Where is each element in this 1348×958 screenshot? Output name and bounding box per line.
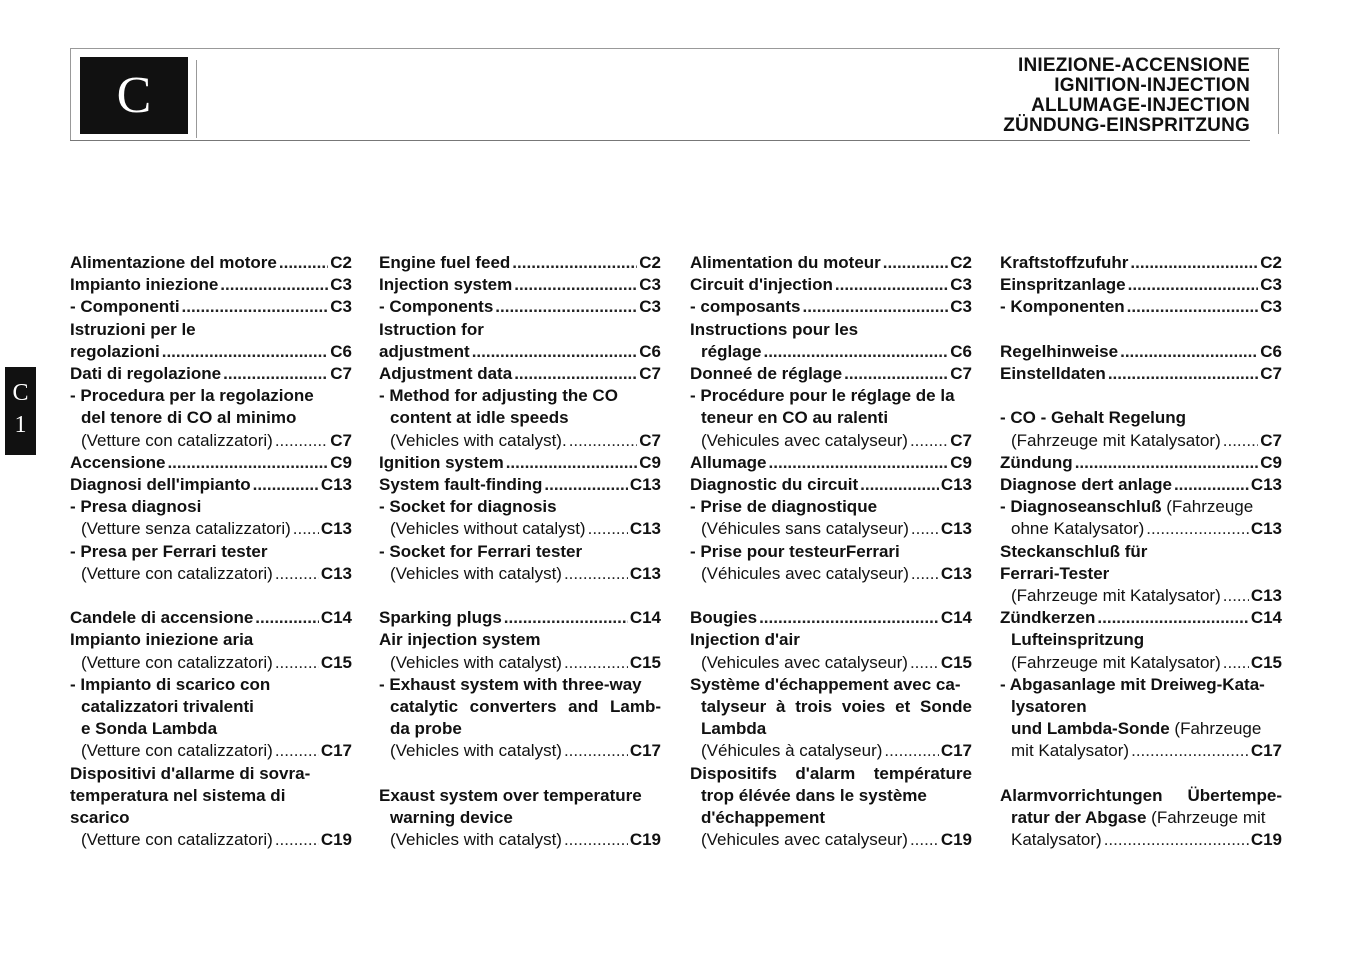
toc-entry[interactable]: (Vehicles with catalyst) ..... C19 bbox=[379, 829, 661, 851]
toc-entry[interactable]: ohne Katalysator) ..... C13 bbox=[1000, 518, 1282, 540]
box-right-rule bbox=[196, 60, 197, 138]
toc-text: - Abgasanlage mit Dreiweg-Kata- bbox=[1000, 674, 1265, 694]
header-titles bbox=[1003, 56, 1250, 136]
toc-text: - Socket for Ferrari tester bbox=[379, 541, 583, 561]
toc-entry[interactable]: (Vehicules avec catalyseur) ..... C15 bbox=[690, 652, 972, 674]
toc-text: Lambda bbox=[701, 719, 767, 739]
title-de: ZÜNDUNG-EINSPRITZUNG bbox=[1003, 115, 1250, 136]
title-en: IGNITION-INJECTION bbox=[1054, 75, 1250, 96]
toc-text: - Diagnoseanschluß (Fahrzeuge bbox=[1000, 497, 1254, 517]
toc-entry[interactable]: Engine fuel feed ..... C2 bbox=[379, 252, 661, 274]
toc-entry[interactable]: (Vetture con catalizzatori) ..... C17 bbox=[70, 740, 352, 762]
toc-entry[interactable]: - Komponenten ..... C3 bbox=[1000, 296, 1282, 318]
side-tab-letter: C bbox=[12, 380, 29, 406]
toc-text: - Exhaust system with three-way bbox=[379, 674, 642, 694]
toc-text: und Lambda-Sonde (Fahrzeuge bbox=[1011, 719, 1262, 739]
toc-text: content at idle speeds bbox=[390, 408, 569, 428]
toc-text: Exaust system over temperature bbox=[379, 785, 642, 805]
toc-text: Impianto iniezione aria bbox=[70, 630, 254, 650]
toc-text: Système d'échappement avec ca- bbox=[690, 674, 961, 694]
toc-entry[interactable]: (Vetture con catalizzatori) ..... C13 bbox=[70, 563, 352, 585]
toc-column-french bbox=[690, 252, 972, 851]
toc-text: lysatoren bbox=[1011, 697, 1087, 717]
toc-text: - CO - Gehalt Regelung bbox=[1000, 408, 1187, 428]
toc-entry[interactable]: Regelhinweise ..... C6 bbox=[1000, 341, 1282, 363]
toc-entry[interactable]: Circuit d'injection ..... C3 bbox=[690, 274, 972, 296]
toc-text: talyseur à trois voies et Sonde bbox=[701, 697, 972, 717]
toc-entry[interactable]: System fault-finding ..... C13 bbox=[379, 474, 661, 496]
toc-text: - Impianto di scarico con bbox=[70, 674, 271, 694]
toc-text: - Presa diagnosi bbox=[70, 497, 202, 517]
toc-entry[interactable]: réglage ..... C6 bbox=[690, 341, 972, 363]
toc-text: Dispositifs d'alarm température bbox=[690, 763, 972, 783]
toc-text: del tenore di CO al minimo bbox=[81, 408, 297, 428]
toc-entry[interactable]: (Vetture senza catalizzatori) ..... C13 bbox=[70, 518, 352, 540]
toc-text: Dispositivi d'allarme di sovra- bbox=[70, 763, 311, 783]
toc-text: ratur der Abgase (Fahrzeuge mit bbox=[1011, 808, 1266, 828]
toc-entry[interactable]: (Vehicles with catalyst) ..... C15 bbox=[379, 652, 661, 674]
toc-text: catalytic converters and Lamb- bbox=[390, 697, 661, 717]
toc-column-german bbox=[1000, 252, 1282, 851]
toc-text: Steckanschluß für bbox=[1000, 541, 1148, 561]
toc-text: - Prise de diagnostique bbox=[690, 497, 878, 517]
toc-entry[interactable]: (Fahrzeuge mit Katalysator) ..... C7 bbox=[1000, 430, 1282, 452]
toc-entry[interactable]: Donneé de réglage ..... C7 bbox=[690, 363, 972, 385]
toc-entry[interactable]: Dati di regolazione ..... C7 bbox=[70, 363, 352, 385]
toc-entry[interactable]: Sparking plugs ..... C14 bbox=[379, 607, 661, 629]
toc-column-italian bbox=[70, 252, 352, 851]
title-fr: ALLUMAGE-INJECTION bbox=[1031, 95, 1250, 116]
header-bottom-rule bbox=[70, 140, 1250, 141]
toc-text: scarico bbox=[70, 808, 130, 828]
toc-entry[interactable]: (Vehicles with catalyst). ..... C7 bbox=[379, 430, 661, 452]
section-letter: C bbox=[116, 67, 152, 124]
toc-entry[interactable]: Alimentation du moteur ..... C2 bbox=[690, 252, 972, 274]
toc-text: trop élévée dans le système bbox=[701, 785, 927, 805]
toc-entry[interactable]: Impianto iniezione ..... C3 bbox=[70, 274, 352, 296]
toc-entry[interactable]: (Vehicules avec catalyseur) ..... C7 bbox=[690, 430, 972, 452]
toc-entry[interactable]: adjustment ..... C6 bbox=[379, 341, 661, 363]
toc-entry[interactable]: Katalysator) ..... C19 bbox=[1000, 829, 1282, 851]
toc-text: Istruction for bbox=[379, 319, 484, 339]
toc-entry[interactable]: (Véhicules à catalyseur) ..... C17 bbox=[690, 740, 972, 762]
toc-entry[interactable]: Einspritzanlage ..... C3 bbox=[1000, 274, 1282, 296]
toc-text: Injection d'air bbox=[690, 630, 800, 650]
toc-text: catalizzatori trivalenti bbox=[81, 697, 254, 717]
toc-text: - Procedura per la regolazione bbox=[70, 386, 314, 406]
title-it: INIEZIONE-ACCENSIONE bbox=[1017, 55, 1250, 76]
toc-entry[interactable]: (Véhicules avec catalyseur) ..... C13 bbox=[690, 563, 972, 585]
toc-entry[interactable]: (Vetture con catalizzatori) ..... C19 bbox=[70, 829, 352, 851]
toc-entry[interactable]: Alimentazione del motore ..... C2 bbox=[70, 252, 352, 274]
toc-entry[interactable]: regolazioni ..... C6 bbox=[70, 341, 352, 363]
toc-entry[interactable]: Injection system ..... C3 bbox=[379, 274, 661, 296]
toc-text: Lufteinspritzung bbox=[1011, 630, 1145, 650]
toc-entry[interactable]: Zündung ..... C9 bbox=[1000, 452, 1282, 474]
toc-entry[interactable]: - Componenti ..... C3 bbox=[70, 296, 352, 318]
toc-text: - Method for adjusting the CO bbox=[379, 386, 618, 406]
toc-entry[interactable]: (Véhicules sans catalyseur) ..... C13 bbox=[690, 518, 972, 540]
toc-entry[interactable]: Diagnostic du circuit ..... C13 bbox=[690, 474, 972, 496]
toc-entry[interactable]: Accensione ..... C9 bbox=[70, 452, 352, 474]
toc-entry[interactable]: Candele di accensione ..... C14 bbox=[70, 607, 352, 629]
toc-entry[interactable]: (Vetture con catalizzatori) ..... C15 bbox=[70, 652, 352, 674]
toc-text: warning device bbox=[390, 808, 513, 828]
toc-text: - Prise pour testeurFerrari bbox=[690, 541, 900, 561]
toc-text: - Presa per Ferrari tester bbox=[70, 541, 268, 561]
toc-text: Istruzioni per le bbox=[70, 319, 196, 339]
toc-entry[interactable]: (Vetture con catalizzatori) ..... C7 bbox=[70, 430, 352, 452]
toc-text: e Sonda Lambda bbox=[81, 719, 218, 739]
toc-entry[interactable]: (Vehicles with catalyst) ..... C13 bbox=[379, 563, 661, 585]
toc-entry[interactable]: - Components ..... C3 bbox=[379, 296, 661, 318]
toc-entry[interactable]: Diagnose dert anlage ..... C13 bbox=[1000, 474, 1282, 496]
section-letter-box bbox=[80, 57, 188, 134]
toc-text: Ferrari-Tester bbox=[1000, 563, 1110, 583]
toc-entry[interactable]: Adjustment data ..... C7 bbox=[379, 363, 661, 385]
toc-entry[interactable]: Bougies ..... C14 bbox=[690, 607, 972, 629]
toc-entry[interactable]: Einstelldaten ..... C7 bbox=[1000, 363, 1282, 385]
header-left-rule bbox=[70, 48, 71, 140]
toc-entry[interactable]: Allumage ..... C9 bbox=[690, 452, 972, 474]
toc-text: - Procédure pour le réglage de la bbox=[690, 386, 955, 406]
header-top-rule bbox=[70, 48, 1280, 49]
toc-entry[interactable]: Ignition system ..... C9 bbox=[379, 452, 661, 474]
toc-entry[interactable]: (Vehicles with catalyst) ..... C17 bbox=[379, 740, 661, 762]
side-tab-number: 1 bbox=[14, 412, 27, 438]
toc-entry[interactable]: Diagnosi dell'impianto ..... C13 bbox=[70, 474, 352, 496]
toc-text: Instructions pour les bbox=[690, 319, 859, 339]
toc-entry[interactable]: (Vehicles without catalyst) ..... C13 bbox=[379, 518, 661, 540]
toc-entry[interactable]: (Fahrzeuge mit Katalysator) ..... C13 bbox=[1000, 585, 1282, 607]
toc-text: da probe bbox=[390, 719, 462, 739]
toc-text: - Socket for diagnosis bbox=[379, 497, 557, 517]
toc-entry[interactable]: (Vehicules avec catalyseur) ..... C19 bbox=[690, 829, 972, 851]
side-section-tab bbox=[5, 367, 36, 455]
toc-entry[interactable]: Kraftstoffzufuhr ..... C2 bbox=[1000, 252, 1282, 274]
toc-text: Air injection system bbox=[379, 630, 541, 650]
toc-text: d'échappement bbox=[701, 808, 826, 828]
toc-text: Alarmvorrichtungen Übertempe- bbox=[1000, 785, 1282, 805]
toc-entry[interactable]: - composants ..... C3 bbox=[690, 296, 972, 318]
toc-entry[interactable]: Zündkerzen ..... C14 bbox=[1000, 607, 1282, 629]
toc-entry[interactable]: mit Katalysator) ..... C17 bbox=[1000, 740, 1282, 762]
toc-text: teneur en CO au ralenti bbox=[701, 408, 889, 428]
header-right-rule bbox=[1278, 48, 1279, 134]
toc-column-english bbox=[379, 252, 661, 851]
toc-entry[interactable]: (Fahrzeuge mit Katalysator) ..... C15 bbox=[1000, 652, 1282, 674]
toc-text: temperatura nel sistema di bbox=[70, 785, 286, 805]
